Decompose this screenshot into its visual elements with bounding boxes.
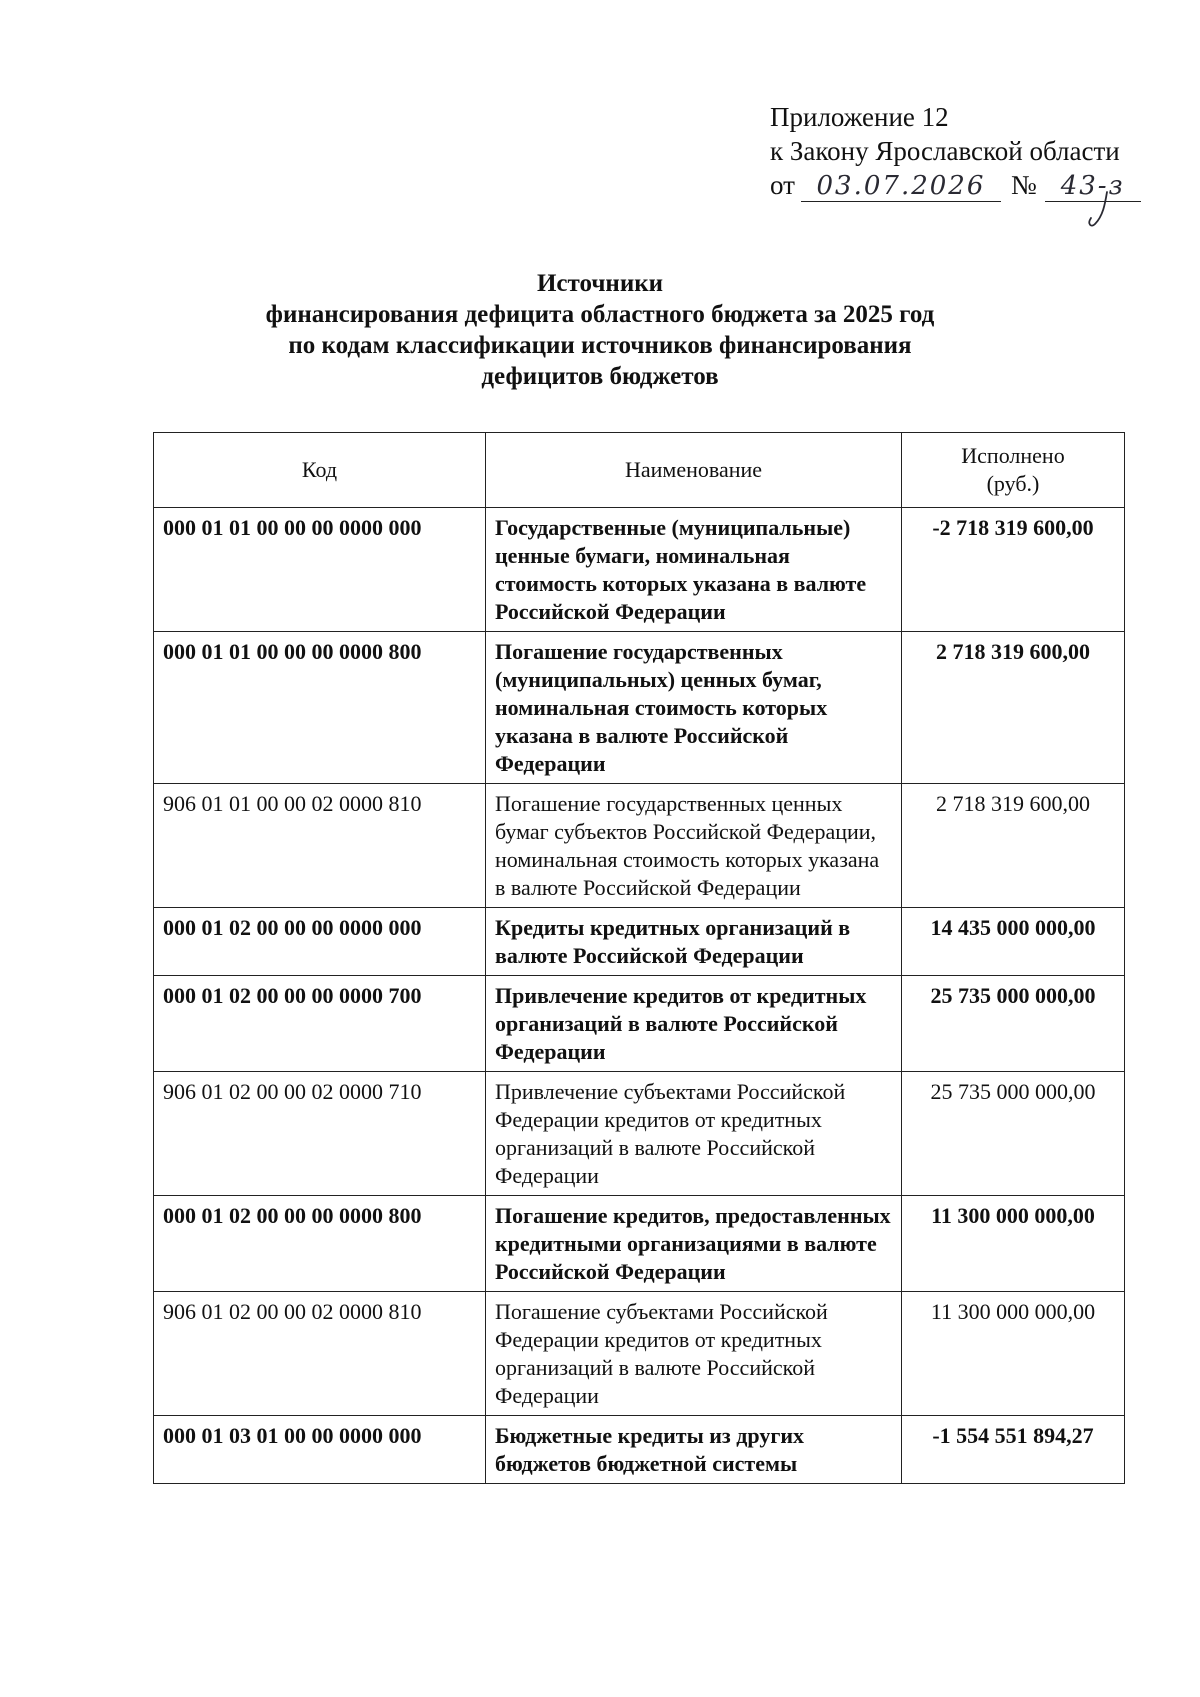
row-name: Привлечение субъектами Российской Федерации кредитов от кредитных организаций в валюте Российской Федерации	[486, 1072, 902, 1196]
table-row	[154, 1072, 1125, 1196]
row-amount: 2 718 319 600,00	[902, 632, 1125, 784]
title-line-4: дефицитов бюджетов	[481, 363, 719, 390]
appendix-header	[770, 100, 1141, 202]
table-row	[154, 1416, 1125, 1484]
row-amount: -2 718 319 600,00	[902, 508, 1125, 632]
row-name: Кредиты кредитных организаций в валюте Российской Федерации	[486, 908, 902, 976]
number-label: №	[1010, 170, 1037, 200]
row-name: Государственные (муниципальные) ценные бумаги, номинальная стоимость которых указана в валюте Российской Федерации	[486, 508, 902, 632]
table-body	[154, 508, 1125, 1484]
row-code: 906 01 02 00 00 02 0000 810	[154, 1292, 486, 1416]
title-line-2: финансирования дефицита областного бюджета за 2025 год	[265, 301, 935, 328]
header-code: Код	[154, 433, 486, 508]
header-amount-line-1: Исполнено	[961, 443, 1065, 468]
row-amount: 25 735 000 000,00	[902, 976, 1125, 1072]
appendix-number: Приложение 12	[770, 102, 949, 132]
handwritten-date: 03.07.2026	[801, 171, 1001, 202]
table-row	[154, 908, 1125, 976]
title-line-1: Источники	[536, 270, 664, 297]
header-amount	[902, 433, 1125, 508]
row-amount: -1 554 551 894,27	[902, 1416, 1125, 1484]
header-name: Наименование	[486, 433, 902, 508]
row-name: Погашение кредитов, предоставленных кредитными организациями в валюте Российской Федерации	[486, 1196, 902, 1292]
title-line-3: по кодам классификации источников финансирования	[288, 332, 912, 359]
table-row	[154, 1292, 1125, 1416]
row-name: Погашение субъектами Российской Федерации кредитов от кредитных организаций в валюте Российской Федерации	[486, 1292, 902, 1416]
row-amount: 2 718 319 600,00	[902, 784, 1125, 908]
table-row	[154, 508, 1125, 632]
from-label: от	[770, 170, 795, 200]
row-amount: 25 735 000 000,00	[902, 1072, 1125, 1196]
document-title	[0, 268, 1200, 392]
row-code: 000 01 03 01 00 00 0000 000	[154, 1416, 486, 1484]
row-code: 000 01 01 00 00 00 0000 000	[154, 508, 486, 632]
row-amount: 11 300 000 000,00	[902, 1292, 1125, 1416]
row-code: 000 01 02 00 00 00 0000 800	[154, 1196, 486, 1292]
law-reference: к Закону Ярославской области	[770, 136, 1120, 166]
financing-sources-table	[153, 432, 1125, 1484]
table-header-row	[154, 433, 1125, 508]
row-code: 906 01 02 00 00 02 0000 710	[154, 1072, 486, 1196]
table-row	[154, 976, 1125, 1072]
row-amount: 11 300 000 000,00	[902, 1196, 1125, 1292]
row-code: 000 01 02 00 00 00 0000 700	[154, 976, 486, 1072]
table-row	[154, 784, 1125, 908]
table-row	[154, 1196, 1125, 1292]
handwritten-number: 43-з	[1045, 171, 1141, 202]
row-name: Бюджетные кредиты из других бюджетов бюджетной системы	[486, 1416, 902, 1484]
handwritten-flourish-icon	[1085, 190, 1115, 230]
row-amount: 14 435 000 000,00	[902, 908, 1125, 976]
row-name: Привлечение кредитов от кредитных организаций в валюте Российской Федерации	[486, 976, 902, 1072]
header-amount-line-2: (руб.)	[986, 471, 1040, 496]
row-code: 000 01 01 00 00 00 0000 800	[154, 632, 486, 784]
table-row	[154, 632, 1125, 784]
row-name: Погашение государственных (муниципальных) ценных бумаг, номинальная стоимость которых указана в валюте Российской Федерации	[486, 632, 902, 784]
row-code: 000 01 02 00 00 00 0000 000	[154, 908, 486, 976]
row-code: 906 01 01 00 00 02 0000 810	[154, 784, 486, 908]
row-name: Погашение государственных ценных бумаг субъектов Российской Федерации, номинальная стоимость которых указана в валюте Российской Федерации	[486, 784, 902, 908]
